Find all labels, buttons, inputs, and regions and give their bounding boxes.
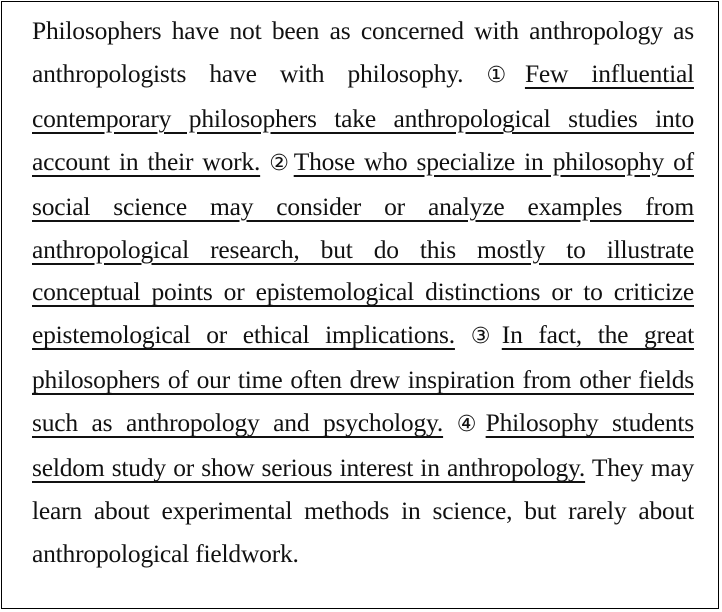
passage-box [1,1,719,609]
passage-text [32,10,694,576]
underlined-sentence-4: Philosophy students seldom study or show serious interest in anthropology. [32,408,694,483]
underlined-sentence-2: Those who specialize in philosophy of social science may consider or analyze examples from anthropological research, but do this mostly to illustrate conceptual points or epistemological distinctions or to criticize epistemological or ethical implications. [32,146,694,350]
sentence-marker-1: ① [486,62,523,88]
sentence-marker-2: ② [269,150,292,176]
underlined-sentence-3: In fact, the great philosophers of our time often drew inspiration from other fields such as anthropology and psychology. [32,320,694,438]
outro-sentence: They may learn about experimental methods in science, but rarely about anthropological fieldwork. [32,453,695,568]
underlined-sentence-1: Few influential contemporary philosophers take anthropological studies into account in their work. [32,58,694,176]
sentence-marker-3: ③ [470,324,500,350]
intro-sentence: Philosophers have not been as concerned with anthropology as anthropologists have with philosophy. [32,16,694,88]
sentence-marker-4: ④ [456,412,484,438]
